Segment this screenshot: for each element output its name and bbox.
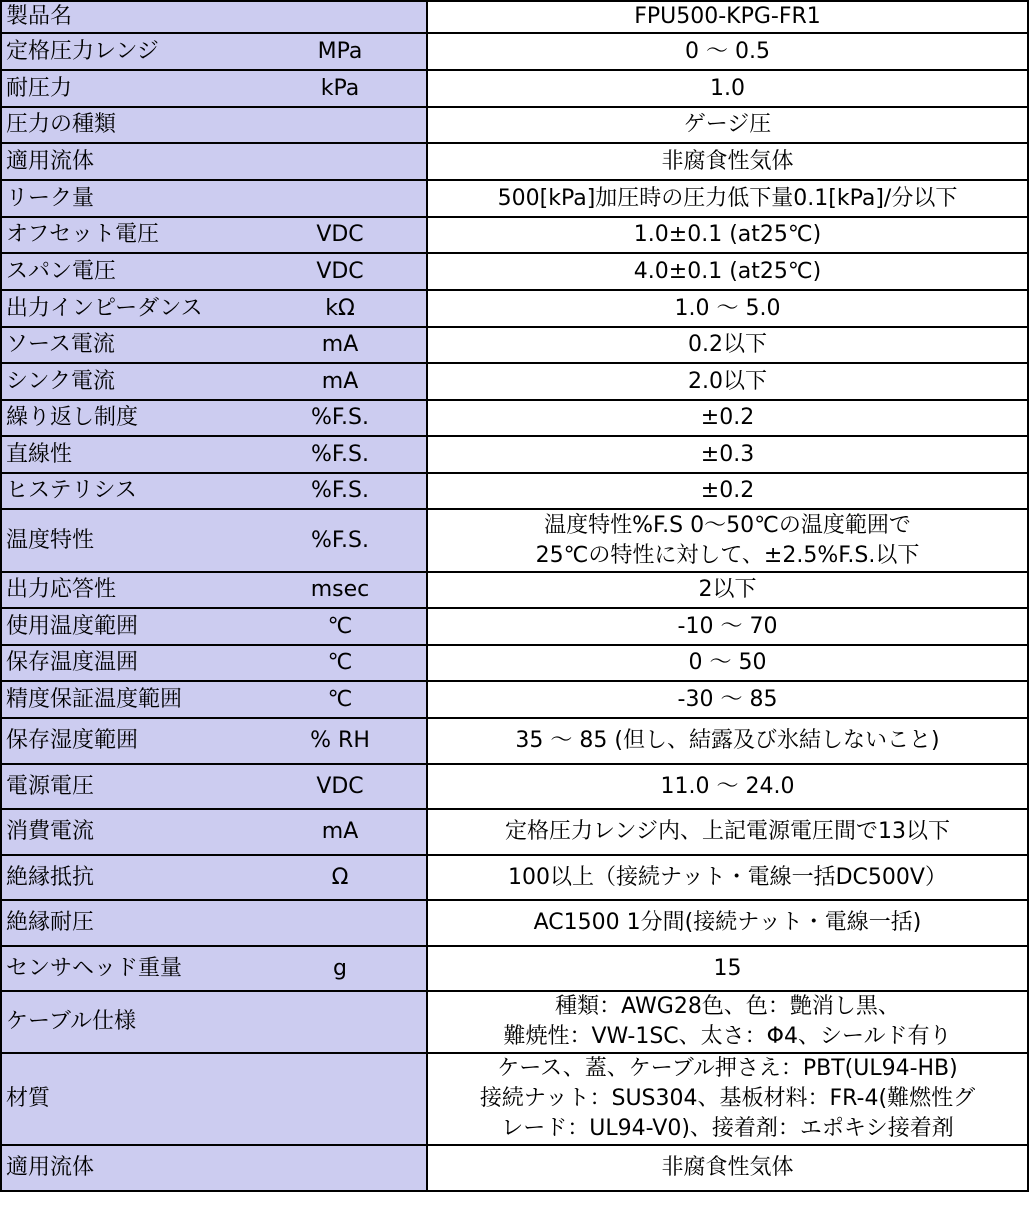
value-line: 1.0 ～ 5.0 (674, 295, 781, 321)
value-line: 500[kPa]加圧時の圧力低下量0.1[kPa]/分以下 (497, 185, 958, 211)
item-unit: %F.S. (311, 478, 369, 503)
item-unit: kPa (320, 75, 360, 101)
value-cell (427, 809, 1028, 855)
value-line: -30 ～ 85 (677, 686, 778, 712)
item-cell (1, 33, 427, 70)
item-label: スパン電圧 (6, 258, 117, 284)
value-cell (427, 718, 1028, 764)
spec-row (1, 645, 1028, 681)
value-line: 35 ～ 85 (但し、結露及び氷結しないこと) (515, 728, 940, 753)
item-cell (1, 400, 427, 436)
value-line: ±0.2 (700, 405, 755, 430)
value-cell (427, 217, 1028, 253)
value-cell (427, 70, 1028, 107)
value-line: 定格圧力レンジ内、上記電源電圧間で13以下 (505, 819, 950, 844)
item-label: 絶縁耐圧 (6, 910, 95, 935)
value-line: 非腐食性気体 (661, 1155, 794, 1180)
item-unit: ℃ (327, 650, 353, 675)
item-unit: VDC (316, 773, 364, 799)
value-line: 1.0 (710, 75, 745, 101)
spec-row (1, 509, 1028, 572)
value-line: ±0.3 (700, 441, 755, 467)
value-cell (427, 327, 1028, 363)
value-cell (427, 509, 1028, 572)
item-unit: %F.S. (311, 441, 369, 467)
item-label: 保存温度温囲 (6, 650, 139, 675)
item-cell (1, 217, 427, 253)
item-unit: VDC (316, 258, 364, 284)
item-cell (1, 809, 427, 855)
value-line: 非腐食性気体 (661, 148, 794, 174)
value-cell (427, 855, 1028, 900)
item-cell (1, 290, 427, 327)
spec-row (1, 436, 1028, 473)
item-unit: mA (321, 819, 359, 844)
spec-row (1, 764, 1028, 809)
value-cell (427, 764, 1028, 809)
value-line: レード：UL94-V0)、接着剤：エポキシ接着剤 (501, 1116, 954, 1141)
item-unit: %F.S. (311, 527, 369, 553)
value-line: 4.0±0.1 (at25℃) (633, 258, 822, 284)
item-label: 使用温度範囲 (6, 613, 139, 639)
item-unit: msec (310, 577, 370, 602)
spec-row (1, 1, 1028, 33)
spec-row (1, 809, 1028, 855)
item-label: 電源電圧 (6, 773, 95, 799)
value-cell (427, 436, 1028, 473)
item-cell (1, 718, 427, 764)
item-cell (1, 900, 427, 946)
item-label: リーク量 (6, 185, 95, 211)
value-cell (427, 107, 1028, 143)
item-unit: Ω (331, 864, 349, 890)
item-label: 耐圧力 (6, 75, 73, 101)
item-cell (1, 681, 427, 718)
spec-row (1, 946, 1028, 991)
item-cell (1, 509, 427, 572)
item-cell (1, 572, 427, 608)
spec-row (1, 718, 1028, 764)
item-label: オフセット電圧 (6, 222, 160, 247)
spec-row (1, 1145, 1028, 1191)
value-cell (427, 1053, 1028, 1145)
item-cell (1, 180, 427, 217)
item-label: 圧力の種類 (6, 112, 117, 137)
value-line: 接続ナット：SUS304、基板材料：FR-4(難燃性グ (479, 1086, 976, 1111)
item-unit: kΩ (325, 295, 355, 321)
value-line: FPU500-KPG-FR1 (634, 4, 821, 29)
value-cell (427, 363, 1028, 400)
item-label: 適用流体 (6, 1155, 95, 1180)
value-line: 100以上（接続ナット・電線一括DC500V） (508, 864, 947, 890)
value-cell (427, 1145, 1028, 1191)
value-cell (427, 991, 1028, 1053)
spec-row (1, 107, 1028, 143)
value-cell (427, 143, 1028, 180)
item-unit: ℃ (327, 613, 353, 639)
value-line: ゲージ圧 (683, 112, 772, 137)
item-unit: g (333, 955, 347, 981)
value-line: 25℃の特性に対して、±2.5%F.S.以下 (535, 542, 920, 568)
value-cell (427, 900, 1028, 946)
item-cell (1, 327, 427, 363)
value-line: ケース、蓋、ケーブル押さえ：PBT(UL94-HB) (497, 1056, 958, 1081)
item-cell (1, 991, 427, 1053)
item-unit: %F.S. (311, 405, 369, 430)
value-cell (427, 572, 1028, 608)
spec-row (1, 400, 1028, 436)
item-cell (1, 70, 427, 107)
item-unit: mA (321, 368, 359, 394)
value-cell (427, 33, 1028, 70)
item-cell (1, 473, 427, 509)
item-unit: mA (321, 332, 359, 357)
item-cell (1, 608, 427, 645)
value-line: 1.0±0.1 (at25℃) (633, 222, 822, 247)
spec-row (1, 33, 1028, 70)
item-cell (1, 436, 427, 473)
item-cell (1, 143, 427, 180)
item-cell (1, 363, 427, 400)
spec-row (1, 900, 1028, 946)
spec-row (1, 1053, 1028, 1145)
value-cell (427, 400, 1028, 436)
value-line: 0 ～ 50 (688, 650, 767, 675)
item-cell (1, 1053, 427, 1145)
value-cell (427, 180, 1028, 217)
value-line: 11.0 ～ 24.0 (660, 773, 795, 799)
item-cell (1, 764, 427, 809)
spec-row (1, 70, 1028, 107)
item-label: 製品名 (6, 4, 73, 29)
item-label: 絶縁抵抗 (6, 864, 95, 890)
item-label: 出力応答性 (6, 577, 117, 602)
item-unit: ℃ (327, 686, 353, 712)
spec-row (1, 327, 1028, 363)
item-label: 繰り返し制度 (6, 405, 139, 430)
item-label: 材質 (6, 1086, 51, 1111)
spec-row (1, 180, 1028, 217)
item-label: 適用流体 (6, 148, 95, 174)
value-line: ±0.2 (700, 478, 755, 503)
value-line: 種類：AWG28色、色：艶消し黒、 (555, 994, 900, 1019)
item-label: 精度保証温度範囲 (6, 686, 183, 712)
item-cell (1, 1, 427, 33)
spec-row (1, 572, 1028, 608)
item-unit: MPa (317, 38, 363, 64)
item-cell (1, 107, 427, 143)
value-line: -10 ～ 70 (677, 613, 778, 639)
item-label: 保存湿度範囲 (6, 728, 139, 753)
value-cell (427, 681, 1028, 718)
spec-row (1, 217, 1028, 253)
item-label: 消費電流 (6, 819, 95, 844)
spec-row (1, 855, 1028, 900)
item-cell (1, 1145, 427, 1191)
item-label: 出力インピーダンス (6, 295, 203, 321)
value-cell (427, 608, 1028, 645)
item-cell (1, 855, 427, 900)
value-cell (427, 473, 1028, 509)
value-cell (427, 1, 1028, 33)
item-label: 直線性 (6, 441, 73, 467)
spec-row (1, 290, 1028, 327)
value-line: 0 ～ 0.5 (685, 38, 770, 64)
item-label: ヒステリシス (6, 478, 137, 503)
value-line: 15 (713, 955, 742, 981)
item-label: 定格圧力レンジ (6, 38, 159, 64)
value-cell (427, 645, 1028, 681)
spec-row (1, 253, 1028, 290)
value-line: 温度特性%F.S 0～50℃の温度範囲で (544, 512, 911, 538)
spec-row (1, 681, 1028, 718)
value-line: 2以下 (698, 577, 757, 602)
item-unit: % RH (310, 728, 370, 753)
spec-row (1, 991, 1028, 1053)
item-label: ソース電流 (6, 332, 115, 357)
item-label: シンク電流 (6, 368, 116, 394)
item-cell (1, 645, 427, 681)
item-label: 温度特性 (6, 527, 95, 553)
spec-table-body (1, 1, 1028, 1191)
spec-row (1, 363, 1028, 400)
value-line: 0.2以下 (688, 332, 767, 357)
item-unit: VDC (316, 222, 364, 247)
value-cell (427, 253, 1028, 290)
item-cell (1, 253, 427, 290)
value-cell (427, 290, 1028, 327)
value-line: 難焼性：VW-1SC、太さ：Φ4、シールド有り (503, 1024, 952, 1049)
value-cell (427, 946, 1028, 991)
item-cell (1, 946, 427, 991)
value-line: AC1500 1分間(接続ナット・電線一括) (533, 910, 922, 935)
item-label: ケーブル仕様 (6, 1009, 137, 1034)
spec-row (1, 143, 1028, 180)
spec-row (1, 473, 1028, 509)
spec-row (1, 608, 1028, 645)
item-label: センサヘッド重量 (6, 955, 183, 981)
value-line: 2.0以下 (688, 368, 767, 394)
